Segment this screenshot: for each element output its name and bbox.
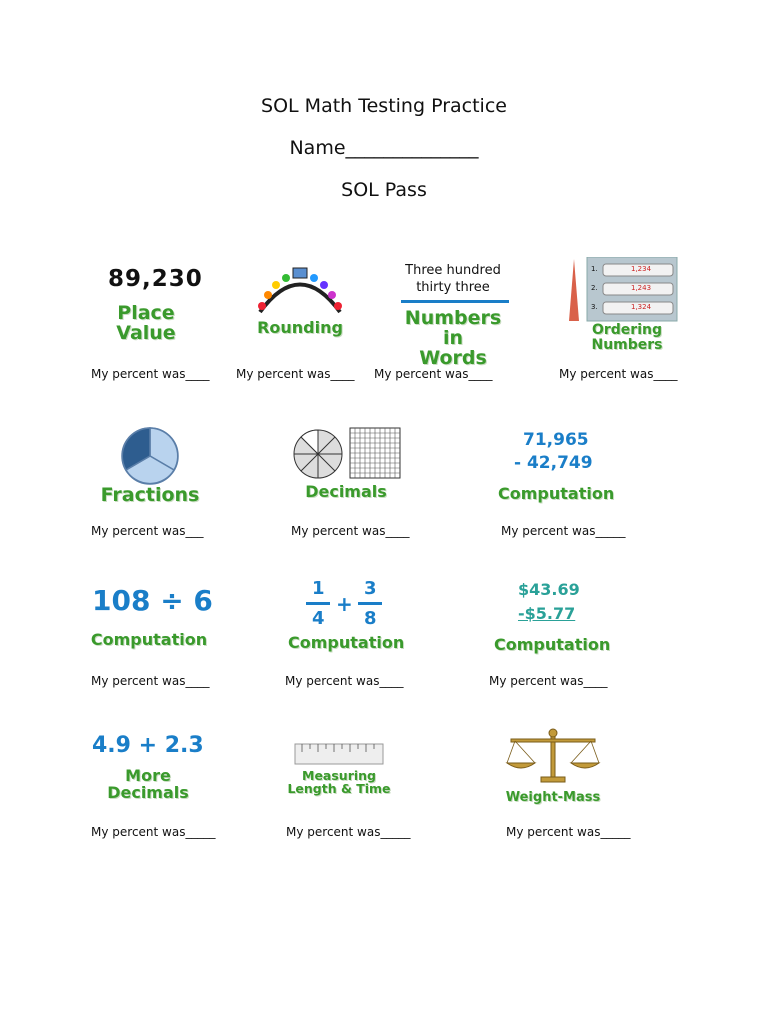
money-caption: My percent was____ — [489, 674, 608, 688]
numbers-words-label-1: Numbers in — [404, 307, 502, 349]
more-decimals-label-2: Decimals — [107, 782, 189, 802]
fractions-label: Fractions — [100, 484, 200, 506]
measuring-label-2: Length & Time — [287, 781, 391, 797]
weight-mass-label: Weight-Mass — [505, 790, 601, 805]
balance-scale-icon — [503, 727, 603, 785]
decimals-caption: My percent was____ — [291, 524, 410, 538]
weight-mass-tile — [503, 727, 603, 811]
frac2-num: 3 — [364, 578, 377, 599]
place-value-tile — [100, 262, 203, 357]
frac1-den: 4 — [312, 608, 325, 629]
numbers-words-label-2: Words — [419, 346, 487, 369]
more-decimals-expression: 4.9 + 2.3 — [92, 733, 204, 758]
order-row-num-1: 1. — [591, 265, 598, 273]
money-tile — [494, 580, 611, 660]
measuring-tile — [283, 743, 395, 805]
frac2-bar — [358, 602, 382, 605]
name-line: Name______________ — [289, 137, 479, 159]
fraction-add-tile — [288, 578, 405, 660]
money-label: Computation — [494, 635, 611, 654]
subtraction-label: Computation — [498, 484, 615, 503]
ordering-label-1: Ordering — [591, 322, 662, 338]
rounding-tile — [250, 262, 350, 347]
frac2-den: 8 — [364, 608, 377, 629]
pie-chart-icon — [120, 426, 180, 486]
subtraction-tile — [498, 430, 615, 510]
place-value-caption: My percent was____ — [91, 367, 210, 381]
more-decimals-tile — [90, 733, 210, 813]
frac1-bar — [306, 602, 330, 605]
division-label: Computation — [90, 630, 208, 649]
fraction-add-caption: My percent was____ — [285, 674, 404, 688]
decimal-grid-icon — [290, 424, 402, 480]
page-subtitle: SOL Pass — [341, 179, 427, 201]
order-row-2: 1,243 — [631, 284, 652, 292]
division-expression: 108 ÷ 6 — [92, 584, 213, 617]
place-value-label-1: Place — [117, 302, 175, 324]
ordering-numbers-caption: My percent was____ — [559, 367, 678, 381]
ruler-icon — [294, 743, 384, 765]
ordering-bars-icon — [567, 257, 679, 323]
measuring-label-1: Measuring — [302, 768, 376, 783]
numbers-in-words-tile — [393, 263, 513, 369]
page-title: SOL Math Testing Practice — [261, 95, 507, 117]
banner-line-1: Three hundred — [405, 263, 501, 278]
ordering-numbers-tile — [567, 257, 679, 357]
fraction-plus: + — [336, 592, 353, 616]
fractions-caption: My percent was___ — [91, 524, 204, 538]
rounding-caption: My percent was____ — [236, 367, 355, 381]
place-value-label-2: Value — [116, 321, 176, 344]
order-row-1: 1,234 — [631, 265, 652, 273]
measuring-caption: My percent was_____ — [286, 825, 411, 839]
order-row-num-3: 3. — [591, 303, 598, 311]
ordering-label-2: Numbers — [591, 336, 663, 353]
numbers-in-words-caption: My percent was____ — [374, 367, 493, 381]
subtraction-caption: My percent was_____ — [501, 524, 626, 538]
decimals-tile — [290, 424, 402, 508]
subtraction-top: 71,965 — [523, 430, 589, 450]
order-row-3: 1,324 — [631, 303, 652, 311]
subtraction-bottom: - 42,749 — [514, 453, 593, 473]
banner-underline — [401, 300, 509, 303]
division-caption: My percent was____ — [91, 674, 210, 688]
banner-line-2: thirty three — [416, 279, 490, 295]
weight-mass-caption: My percent was_____ — [506, 825, 631, 839]
money-bottom: -$5.77 — [518, 604, 576, 623]
fractions-tile — [100, 426, 200, 510]
fraction-add-label: Computation — [288, 633, 405, 652]
frac1-num: 1 — [312, 578, 325, 599]
decimals-label: Decimals — [305, 482, 387, 501]
rounding-label: Rounding — [257, 318, 343, 337]
place-value-number: 89,230 — [108, 266, 203, 292]
division-tile — [90, 584, 220, 656]
more-decimals-label-1: More — [125, 766, 171, 785]
rounding-arc-icon — [250, 262, 350, 317]
more-decimals-caption: My percent was_____ — [91, 825, 216, 839]
money-top: $43.69 — [518, 580, 580, 599]
order-row-num-2: 2. — [591, 284, 598, 292]
